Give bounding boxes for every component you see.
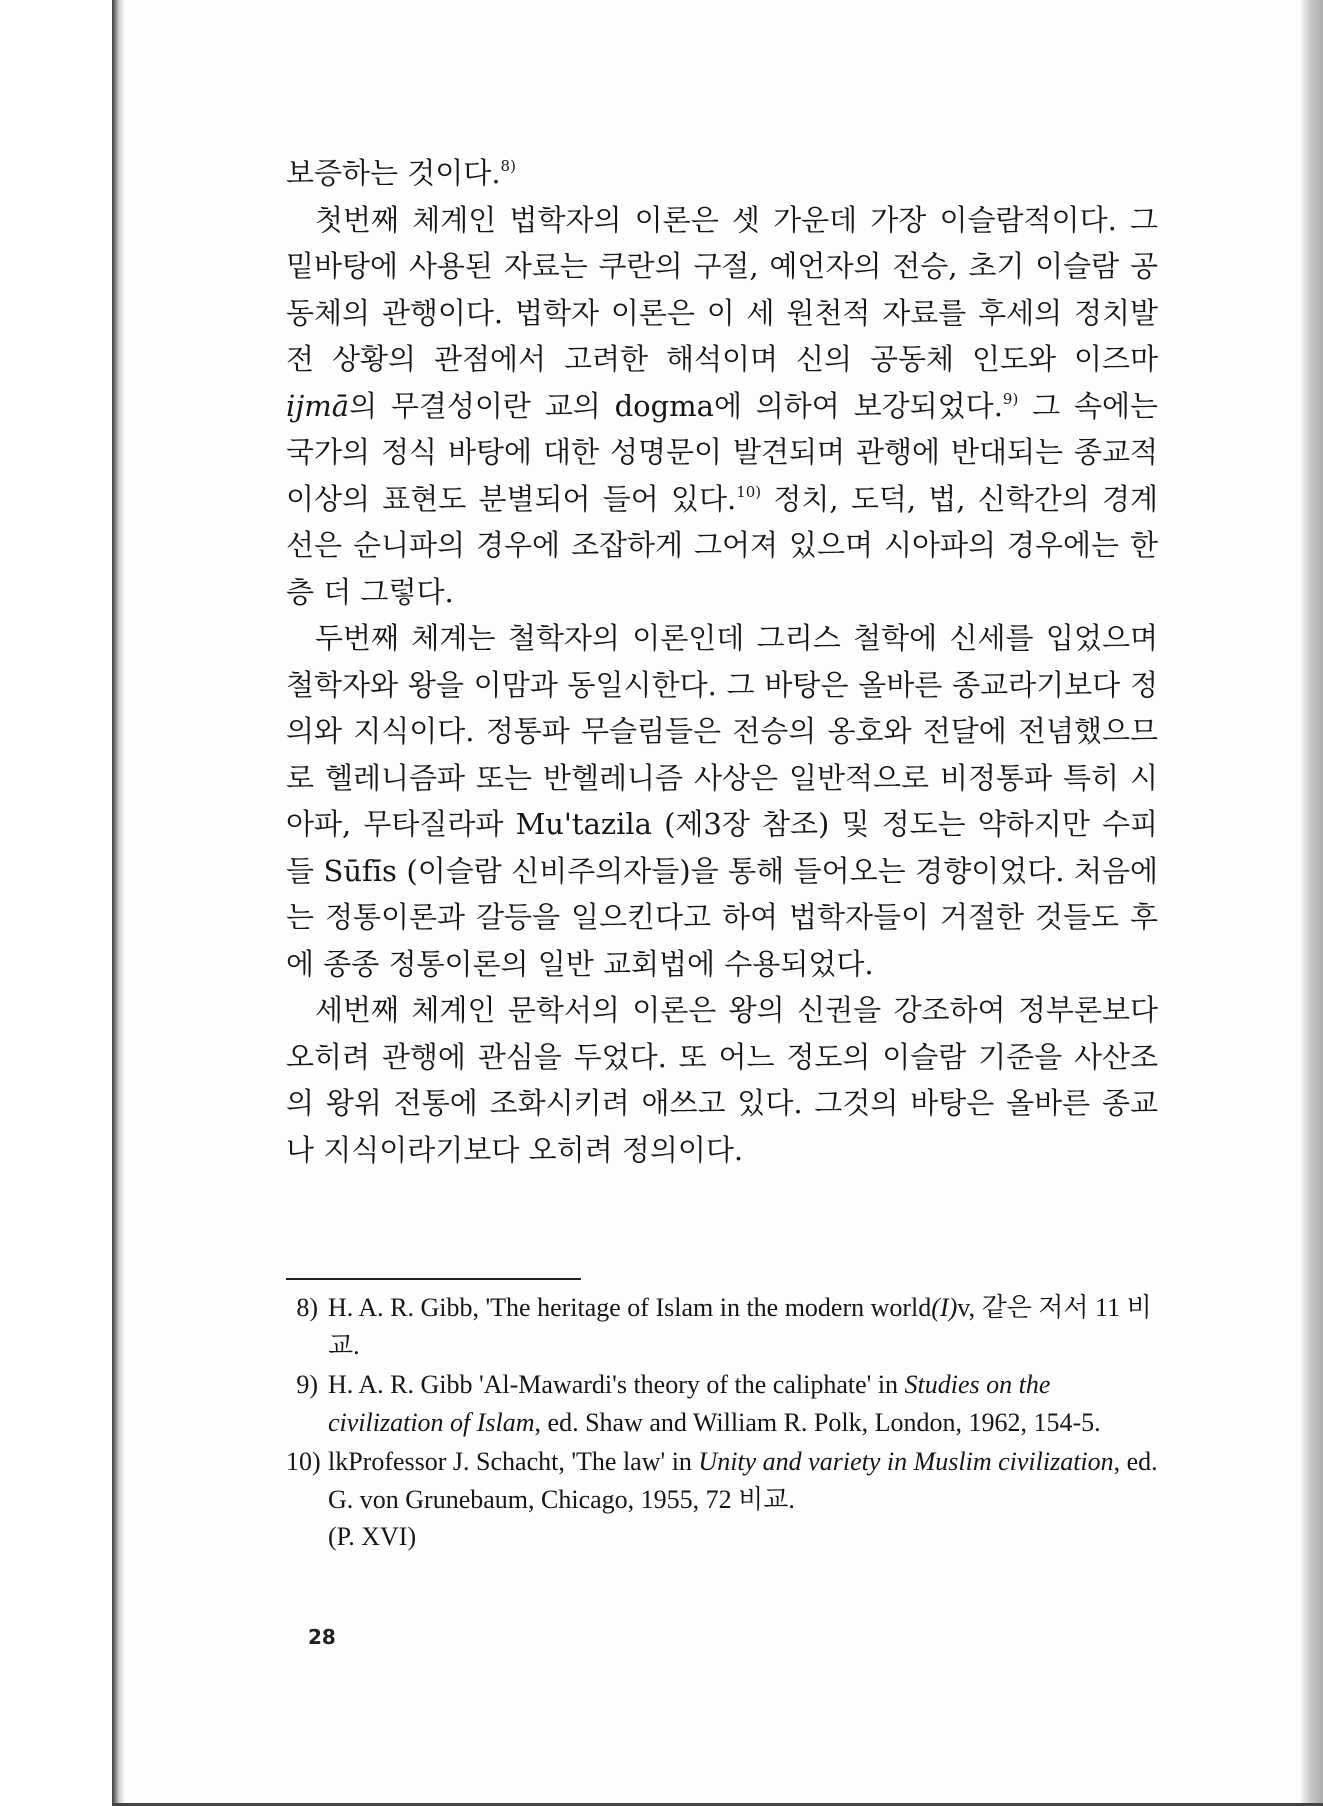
footnote-italic: (I)	[931, 1293, 958, 1322]
footnote-page-ref: (P. XVI)	[328, 1522, 417, 1551]
footnote-text: H. A. R. Gibb, 'The heritage of Islam in the modern world	[328, 1293, 932, 1322]
footnote-text: , ed. G. von Grunebaum, Chicago, 1955, 72 비교.	[328, 1447, 1158, 1514]
paragraph-1-text: 보증하는 것이다.	[286, 156, 501, 190]
footnote-text: , ed. Shaw and William R. Polk, London, 1962, 154-5.	[534, 1407, 1101, 1437]
footnote-text: H. A. R. Gibb 'Al-Mawardi's theory of the caliphate' in	[328, 1370, 905, 1399]
page-number: 28	[308, 1625, 336, 1649]
footnote-body	[328, 1443, 1158, 1556]
footnote-text: v, 같은 저서 11 비교.	[328, 1293, 1152, 1360]
footnotes	[286, 1289, 1158, 1558]
footnote-8	[286, 1289, 1158, 1364]
book-spine-shadow	[112, 0, 124, 1806]
paragraph-4: 세번째 체계인 문학서의 이론은 왕의 신권을 강조하여 정부론보다 오히려 관행에 관심을 두었다. 또 어느 정도의 이슬람 기준을 사산조의 왕위 전통에 조화시키려 애쓰고 있다. 그것의 바탕은 올바른 종교나 지식이라기보다 오히려 정의이다.	[286, 993, 1158, 1167]
footnote-9	[286, 1366, 1158, 1441]
footnote-text: lkProfessor J. Schacht, 'The law' in	[328, 1447, 699, 1476]
paragraph-2-text-c: 그 속에는 국가의 정식 바탕에 대한 성명문이 발견되며 관행에 반대되는 종교적 이상의 표현도 분별되어 들어 있다.	[286, 388, 1158, 516]
paragraph-2-text-a: 첫번째 체계인 법학자의 이론은 셋 가운데 가장 이슬람적이다. 그 밑바탕에 사용된 자료는 쿠란의 구절, 예언자의 전승, 초기 이슬람 공동체의 관행이다. 법학자 이론은 이 세 원천적 자료를 후세의 정치발전 상황의 관점에서 고려한 해석이며 신의 공동체 인도와 이즈마	[286, 202, 1158, 376]
footnote-ref-10: 10)	[736, 482, 762, 501]
paragraph-2-italic-term: ijmā	[286, 388, 350, 423]
paragraph-2-text-d: 정치, 도덕, 법, 신학간의 경계선은 순니파의 경우에 조잡하게 그어져 있으며 시아파의 경우에는 한층 더 그렇다.	[286, 481, 1158, 609]
paragraph-2	[286, 197, 1158, 616]
paragraph-3: 두번째 체계는 철학자의 이론인데 그리스 철학에 신세를 입었으며 철학자와 왕을 이맘과 동일시한다. 그 바탕은 올바른 종교라기보다 정의와 지식이다. 정통파 무슬림들은 전승의 옹호와 전달에 전념했으므로 헬레니즘파 또는 반헬레니즘 사상은 일반적으로 비정통파 특히 시아파, 무타질라파 Mu'tazila (제3장 참조) 및 정도는 약하지만 수피들 Sūfīs (이슬람 신비주의자들)을 통해 들어오는 경향이었다. 처음에는 정통이론과 갈등을 일으킨다고 하여 법학자들이 거절한 것들도 후에 종종 정통이론의 일반 교회법에 수용되었다.	[286, 621, 1158, 981]
paragraph-1	[286, 150, 1158, 197]
footnote-number: 8)	[296, 1293, 318, 1322]
footnote-separator	[286, 1278, 581, 1280]
body-text	[286, 150, 1158, 1173]
footnote-ref-9: 9)	[1002, 389, 1019, 408]
page-right-edge	[1301, 0, 1323, 1806]
paragraph-2-text-b: 의 무결성이란 교의 dogma에 의하여 보강되었다.	[349, 388, 1003, 423]
footnote-number: 10)	[286, 1447, 321, 1476]
footnote-10	[286, 1443, 1158, 1556]
footnote-body	[328, 1289, 1158, 1364]
footnote-body	[328, 1366, 1158, 1441]
footnote-italic: Unity and variety in Muslim civilization	[698, 1447, 1114, 1476]
footnote-number: 9)	[296, 1370, 318, 1399]
footnote-ref-8: 8)	[500, 157, 516, 175]
footnote-italic: Studies on the civilization of Islam	[328, 1370, 1051, 1437]
